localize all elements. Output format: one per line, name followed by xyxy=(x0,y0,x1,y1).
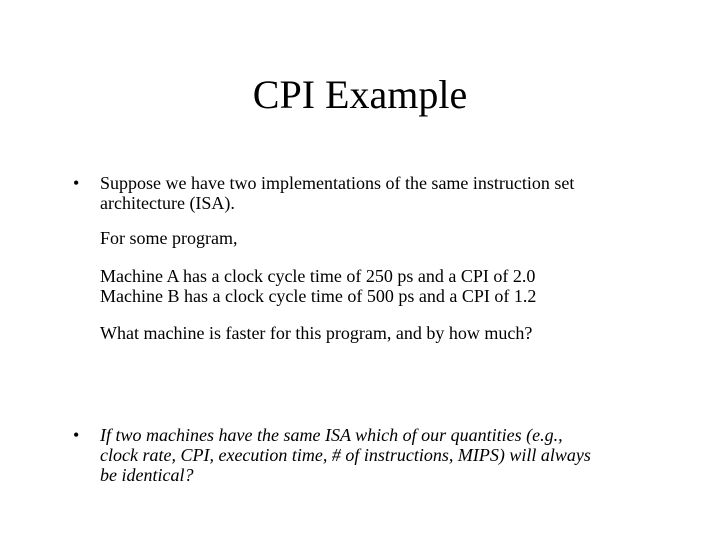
machine-a-text: Machine A has a clock cycle time of 250 ps and a CPI of 2.0 xyxy=(100,266,536,286)
bullet-2-line-1: If two machines have the same ISA which of our quantities (e.g., xyxy=(100,425,563,445)
bullet-1-line-2: architecture (ISA). xyxy=(100,193,235,213)
bullet-2-text xyxy=(100,425,670,485)
bullet-1-marker: • xyxy=(73,173,80,193)
machine-b-text: Machine B has a clock cycle time of 500 ps and a CPI of 1.2 xyxy=(100,286,537,306)
bullet-1-line-1: Suppose we have two implementations of the same instruction set xyxy=(100,173,575,193)
slide-title: CPI Example xyxy=(252,72,468,117)
bullet-2-line-2: clock rate, CPI, execution time, # of instructions, MIPS) will always xyxy=(100,445,591,465)
machines-block xyxy=(100,266,670,306)
question-text: What machine is faster for this program, and by how much? xyxy=(100,323,533,343)
bullet-2-line-3: be identical? xyxy=(100,465,194,485)
bullet-2-marker: • xyxy=(73,425,80,445)
bullet-1-text xyxy=(100,173,670,213)
for-program-text: For some program, xyxy=(100,228,238,248)
